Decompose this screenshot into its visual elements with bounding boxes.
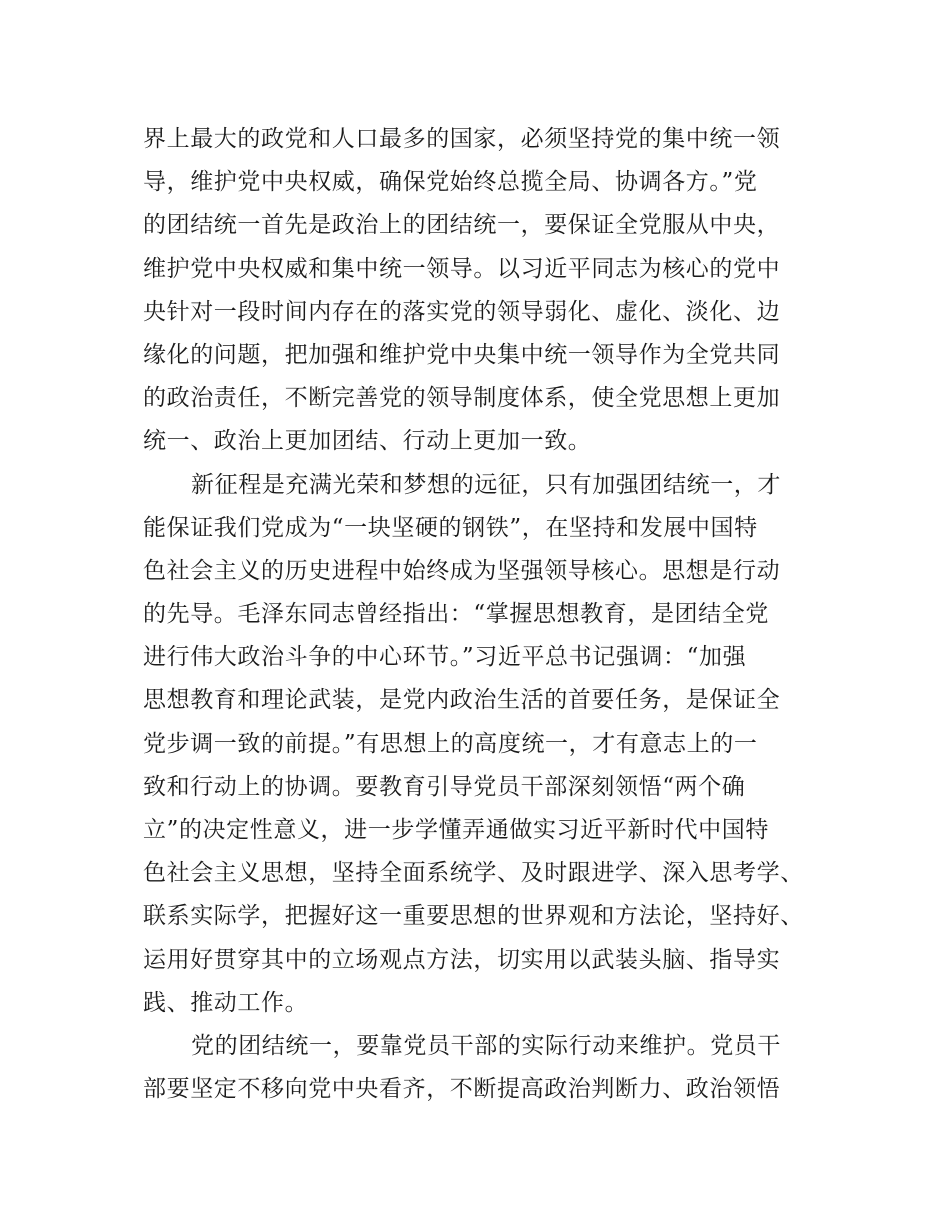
text-line: 立”的决定性意义，进一步学懂弄通做实习近平新时代中国特 <box>143 817 769 843</box>
text-line: 的先导。毛泽东同志曾经指出：“掌握思想教育，是团结全党 <box>143 601 769 628</box>
text-line: 致和行动上的协调。要教育引导党员干部深刻领悟“两个确 <box>143 773 746 800</box>
text-line: 进行伟大政治斗争的中心环节。”习近平总书记强调：“加强 <box>143 644 747 671</box>
text-line: 色社会主义思想，坚持全面系统学、及时跟进学、深入思考学、 <box>143 860 804 887</box>
text-line: 思想教育和理论武装，是党内政治生活的首要任务，是保证全 <box>143 687 781 714</box>
text-line: 部要坚定不移向党中央看齐，不断提高政治判断力、政治领悟 <box>143 1076 781 1103</box>
text-line: 统一、政治上更加团结、行动上更加一致。 <box>143 428 592 455</box>
text-line: 色社会主义的历史进程中始终成为坚强领导核心。思想是行动 <box>143 557 781 584</box>
body-text <box>143 118 833 1111</box>
paragraph-first-line: 新征程是充满光荣和梦想的远征，只有加强团结统一，才 <box>191 471 781 498</box>
text-line: 导，维护党中央权威，确保党始终总揽全局、协调各方。”党 <box>143 169 758 196</box>
text-line: 党步调一致的前提。”有思想上的高度统一，才有意志上的一 <box>143 730 758 757</box>
text-line: 缘化的问题，把加强和维护党中央集中统一领导作为全党共同 <box>143 341 781 368</box>
text-line: 的政治责任，不断完善党的领导制度体系，使全党思想上更加 <box>143 385 781 412</box>
text-line: 运用好贯穿其中的立场观点方法，切实用以武装头脑、指导实 <box>143 946 781 973</box>
text-line: 能保证我们党成为“一块坚硬的钢铁”，在坚持和发展中国特 <box>143 514 758 541</box>
text-line: 界上最大的政党和人口最多的国家，必须坚持党的集中统一领 <box>143 126 781 152</box>
text-line: 央针对一段时间内存在的落实党的领导弱化、虚化、淡化、边 <box>143 298 781 325</box>
text-line: 联系实际学，把握好这一重要思想的世界观和方法论，坚持好、 <box>143 903 804 930</box>
text-line: 践、推动工作。 <box>143 989 309 1016</box>
text-line: 维护党中央权威和集中统一领导。以习近平同志为核心的党中 <box>143 255 781 282</box>
paragraph-first-line: 党的团结统一，要靠党员干部的实际行动来维护。党员干 <box>191 1032 781 1059</box>
text-line: 的团结统一首先是政治上的团结统一，要保证全党服从中央， <box>143 212 781 239</box>
